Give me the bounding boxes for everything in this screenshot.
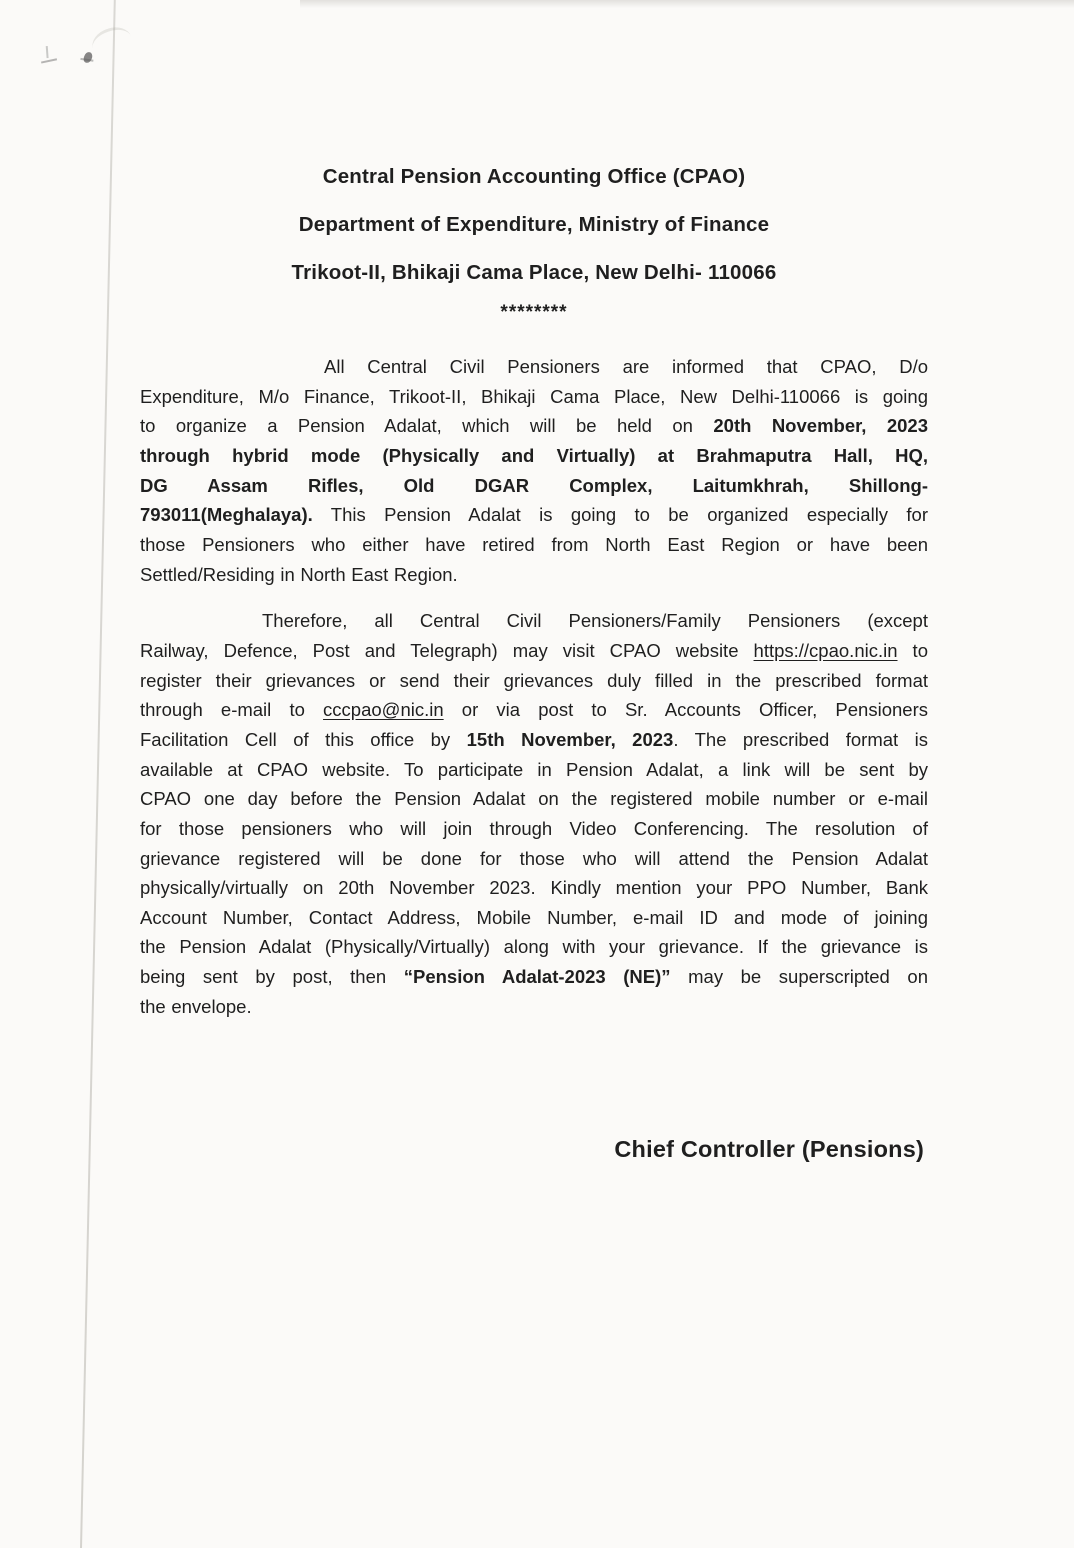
body-text: . The prescribed format is xyxy=(673,728,928,750)
pencil-smudge xyxy=(39,48,57,63)
body-text: available at CPAO website. To participate in Pension Adalat, a link will be sent by xyxy=(140,758,928,780)
text-line xyxy=(140,500,928,530)
text-line xyxy=(140,695,928,725)
body-text: may be superscripted on xyxy=(670,966,928,988)
cpao-website-link: https://cpao.nic.in xyxy=(753,639,898,661)
text-line xyxy=(140,725,928,755)
body-text: to xyxy=(897,639,928,661)
scan-crease-line xyxy=(79,0,115,1548)
body-text: register their grievances or send their grievances duly filled in the prescribed format xyxy=(140,669,928,691)
text-line xyxy=(140,784,928,814)
text-line xyxy=(140,814,928,844)
body-text: to organize a Pension Adalat, which will be held on xyxy=(140,415,714,437)
body-text: through e-mail to xyxy=(140,699,324,721)
body-text: grievance registered will be done for those who will attend the Pension Adalat xyxy=(140,847,928,869)
text-line xyxy=(140,606,928,636)
signature-designation: Chief Controller (Pensions) xyxy=(614,1136,924,1162)
body-text: physically/virtually on 20th November 2023. Kindly mention your PPO Number, Bank xyxy=(140,877,928,899)
text-line xyxy=(140,471,928,501)
text-line xyxy=(140,992,928,1022)
paragraph xyxy=(140,606,928,1021)
bold-text: 793011(Meghalaya). xyxy=(140,504,313,526)
body-text: Account Number, Contact Address, Mobile Number, e-mail ID and mode of joining xyxy=(140,906,928,928)
text-line xyxy=(140,755,928,785)
office-title: Central Pension Accounting Office (CPAO) xyxy=(322,165,746,188)
body-text: for those pensioners who will join through Video Conferencing. The resolution of xyxy=(140,817,928,839)
bold-text: 20th November, 2023 xyxy=(713,415,928,437)
text-line xyxy=(140,666,928,696)
text-line xyxy=(140,382,928,412)
text-line xyxy=(140,873,928,903)
body-text: being sent by post, then xyxy=(140,966,404,988)
bold-text: through hybrid mode (Physically and Virtually) at Brahmaputra Hall, HQ, xyxy=(140,444,928,466)
text-line xyxy=(140,441,928,471)
text-line xyxy=(140,932,928,962)
text-line xyxy=(140,903,928,933)
body-text: the Pension Adalat (Physically/Virtually) along with your grievance. If the grievance is xyxy=(140,936,928,958)
body-text: Therefore, all Central Civil Pensioners/Family Pensioners (except xyxy=(262,610,928,632)
bold-text: DG Assam Rifles, Old DGAR Complex, Laitumkhrah, Shillong- xyxy=(140,474,928,496)
body-text: Railway, Defence, Post and Telegraph) may visit CPAO website xyxy=(140,639,754,661)
asterisk-separator: ******** xyxy=(500,302,568,323)
body-text: those Pensioners who either have retired from North East Region or have been xyxy=(140,533,928,555)
bold-text: “Pension Adalat-2023 (NE)” xyxy=(403,966,671,988)
department-title: Department of Expenditure, Ministry of Finance xyxy=(298,213,770,236)
scan-top-edge-shadow xyxy=(300,0,1074,8)
office-address: Trikoot-II, Bhikaji Cama Place, New Delhi- 110066 xyxy=(291,261,777,284)
body-text: Expenditure, M/o Finance, Trikoot-II, Bhikaji Cama Place, New Delhi-110066 is going xyxy=(140,385,928,407)
text-line xyxy=(140,560,928,590)
text-line xyxy=(140,844,928,874)
text-line xyxy=(140,411,928,441)
body-text: All Central Civil Pensioners are informed that CPAO, D/o xyxy=(324,356,928,377)
text-line xyxy=(140,636,928,666)
text-line xyxy=(140,962,928,992)
body-text: CPAO one day before the Pension Adalat on the registered mobile number or e-mail xyxy=(140,788,928,810)
text-line xyxy=(140,352,928,382)
bold-text: 15th November, 2023 xyxy=(466,728,674,750)
pencil-smudge xyxy=(83,51,93,64)
document-body xyxy=(140,352,928,1021)
body-text: Settled/Residing in North East Region. xyxy=(140,563,458,585)
body-text: the envelope. xyxy=(140,995,252,1017)
body-text: or via post to Sr. Accounts Officer, Pensioners xyxy=(443,699,928,721)
paragraph xyxy=(140,352,928,589)
pencil-smudge xyxy=(88,23,135,63)
body-text: This Pension Adalat is going to be organized especially for xyxy=(312,504,928,526)
body-text: Facilitation Cell of this office by xyxy=(140,728,467,750)
cpao-email-link: cccpao@nic.in xyxy=(323,699,444,721)
text-line xyxy=(140,530,928,560)
